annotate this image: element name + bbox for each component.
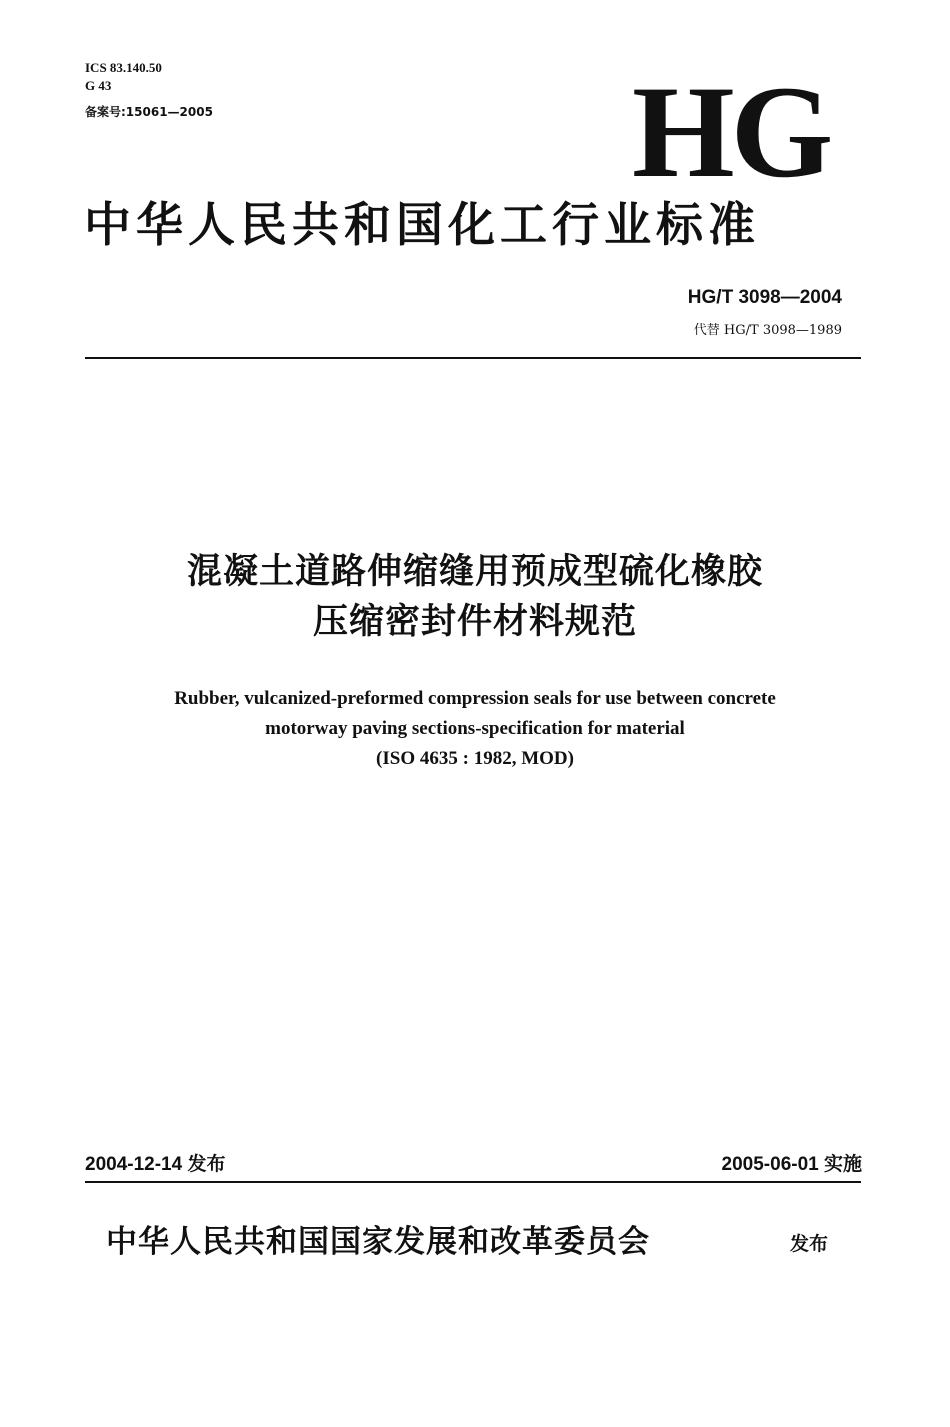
organization-title: 中华人民共和国化工行业标准: [84, 198, 760, 253]
record-number: 备案号:15061—2005: [85, 105, 213, 119]
replaced-standard: 代替 HG/T 3098—1989: [693, 323, 842, 338]
header-divider: [85, 357, 861, 359]
standard-mark: HG: [632, 58, 830, 205]
english-title-line-2: motorway paving sections-specification for material: [265, 718, 685, 739]
english-title-line-3: (ISO 4635 : 1982, MOD): [376, 748, 574, 769]
ics-code: ICS 83.140.50: [85, 60, 162, 75]
chinese-title-line-1: 混凝土道路伸缩缝用预成型硫化橡胶: [186, 552, 763, 592]
publisher-name: 中华人民共和国国家发展和改革委员会: [106, 1224, 650, 1260]
english-title-line-1: Rubber, vulcanized-preformed compression seals for use between concrete: [174, 688, 776, 709]
issue-date: 2004-12-14 发布: [85, 1154, 226, 1175]
standard-number: HG/T 3098—2004: [687, 287, 842, 308]
ccs-code: G 43: [85, 78, 112, 93]
publisher-action: 发布: [790, 1233, 829, 1255]
effective-date: 2005-06-01 实施: [721, 1154, 862, 1175]
footer-divider: [85, 1181, 861, 1183]
chinese-title-line-2: 压缩密封件材料规范: [312, 602, 637, 642]
